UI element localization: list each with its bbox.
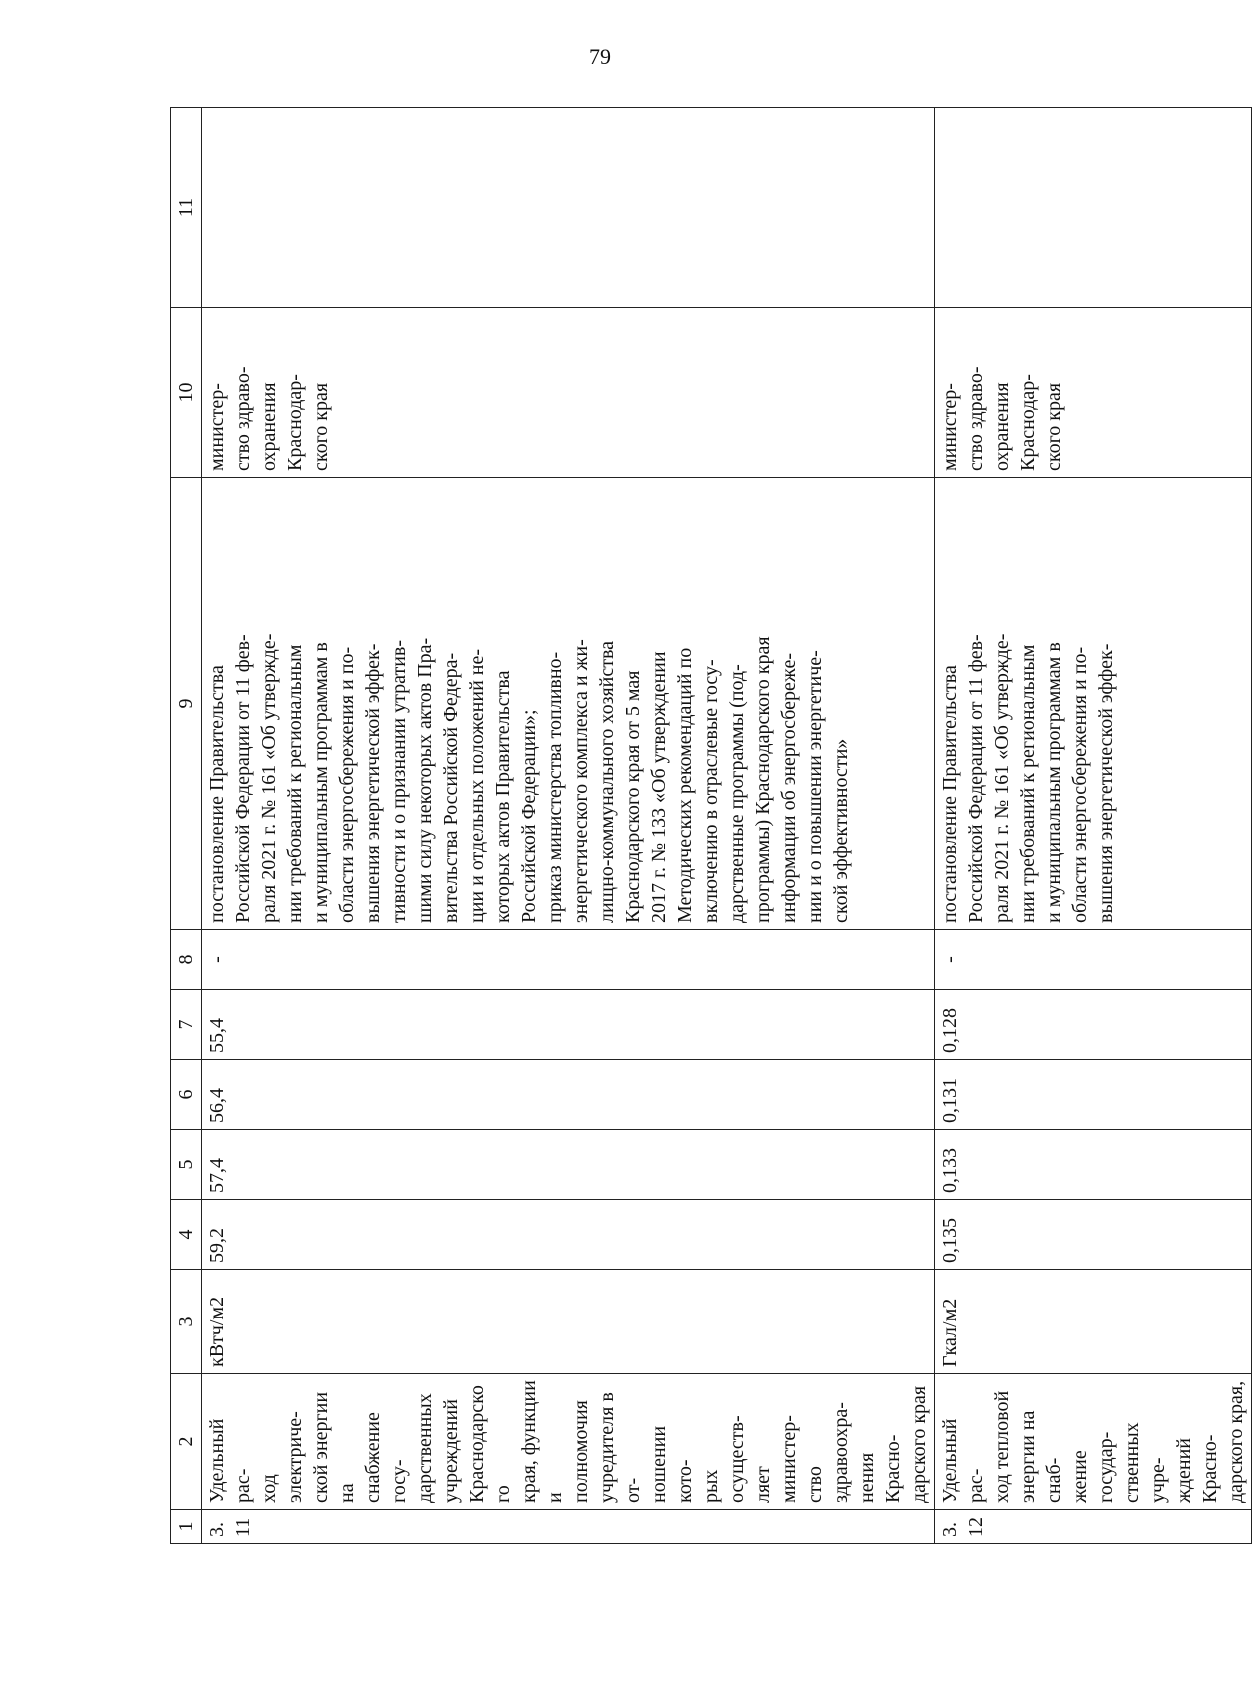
legal-basis: постановление Правительства Российской Федерации от 11 фев- раля 2021 г. № 161 «Об утвержде- нии требований к региональным и муниципальным программам в области энергосбережения и по- вышения энергетической эффек- (935, 478, 1252, 930)
header-cell: 2 (171, 1374, 202, 1510)
value-col-7: 0,128 (935, 990, 1252, 1060)
value-col-5: 0,133 (935, 1130, 1252, 1200)
note-cell (202, 108, 935, 308)
legal-basis: постановление Правительства Российской Федерации от 11 фев- раля 2021 г. № 161 «Об утвержде- нии требований к региональным и муниципальным программам в области энергосбережения и по- вышения энергетической эффек- тивности и о признании утратив- шими силу некоторых актов Пра- вительства Российской Федера- ции и отдельных положений не- которых актов Правительства Российской Федерации»; приказ министерства топливно- энергетического комплекса и жи- лищно-коммунального хозяйства Краснодарского края от 5 мая 2017 г. № 133 «Об утверждении Методических рекомендаций по включению в отраслевые госу- дарственные программы (под- программы) Краснодарского края информации об энергосбереже- нии и о повышении энергетиче- ской эффективности» (202, 478, 935, 930)
header-cell: 8 (171, 930, 202, 990)
responsible-executor: министер- ство здраво- охранения Краснодар- ского края (202, 308, 935, 478)
responsible-executor: министер- ство здраво- охранения Краснодар- ского края (935, 308, 1252, 478)
value-col-4: 59,2 (202, 1200, 935, 1270)
rotated-table-wrapper (170, 118, 1247, 1544)
value-col-4: 0,135 (935, 1200, 1252, 1270)
header-cell: 7 (171, 990, 202, 1060)
header-cell: 6 (171, 1060, 202, 1130)
value-col-8: - (935, 930, 1252, 990)
header-cell: 9 (171, 478, 202, 930)
header-cell: 11 (171, 108, 202, 308)
header-cell: 10 (171, 308, 202, 478)
program-indicators-table (170, 107, 1252, 1544)
header-cell: 5 (171, 1130, 202, 1200)
unit-of-measure: кВтч/м2 (202, 1270, 935, 1374)
indicator-name: Удельный рас- ход тепловой энергии на снаб- жение государ- ственных учре- ждений Красно- дарского края, (935, 1374, 1252, 1510)
note-cell (935, 108, 1252, 308)
unit-of-measure: Гкал/м2 (935, 1270, 1252, 1374)
header-cell: 4 (171, 1200, 202, 1270)
header-row (171, 108, 202, 1544)
table-row (202, 108, 935, 1544)
header-cell: 3 (171, 1270, 202, 1374)
row-number: 3.12 (935, 1510, 1252, 1544)
value-col-6: 0,131 (935, 1060, 1252, 1130)
table-row (935, 108, 1252, 1544)
header-cell: 1 (171, 1510, 202, 1544)
value-col-5: 57,4 (202, 1130, 935, 1200)
value-col-7: 55,4 (202, 990, 935, 1060)
value-col-6: 56,4 (202, 1060, 935, 1130)
row-number: 3.11 (202, 1510, 935, 1544)
value-col-8: - (202, 930, 935, 990)
page-number: 79 (589, 44, 611, 69)
indicator-name: Удельный рас- ход электриче- ской энергии на снабжение госу- дарственных учреждений Краснодарского края, функции и полномочия учредителя в от- ношении кото- рых осуществ- ляет министер- ство здравоохра- нения Красно- дарского края (202, 1374, 935, 1510)
